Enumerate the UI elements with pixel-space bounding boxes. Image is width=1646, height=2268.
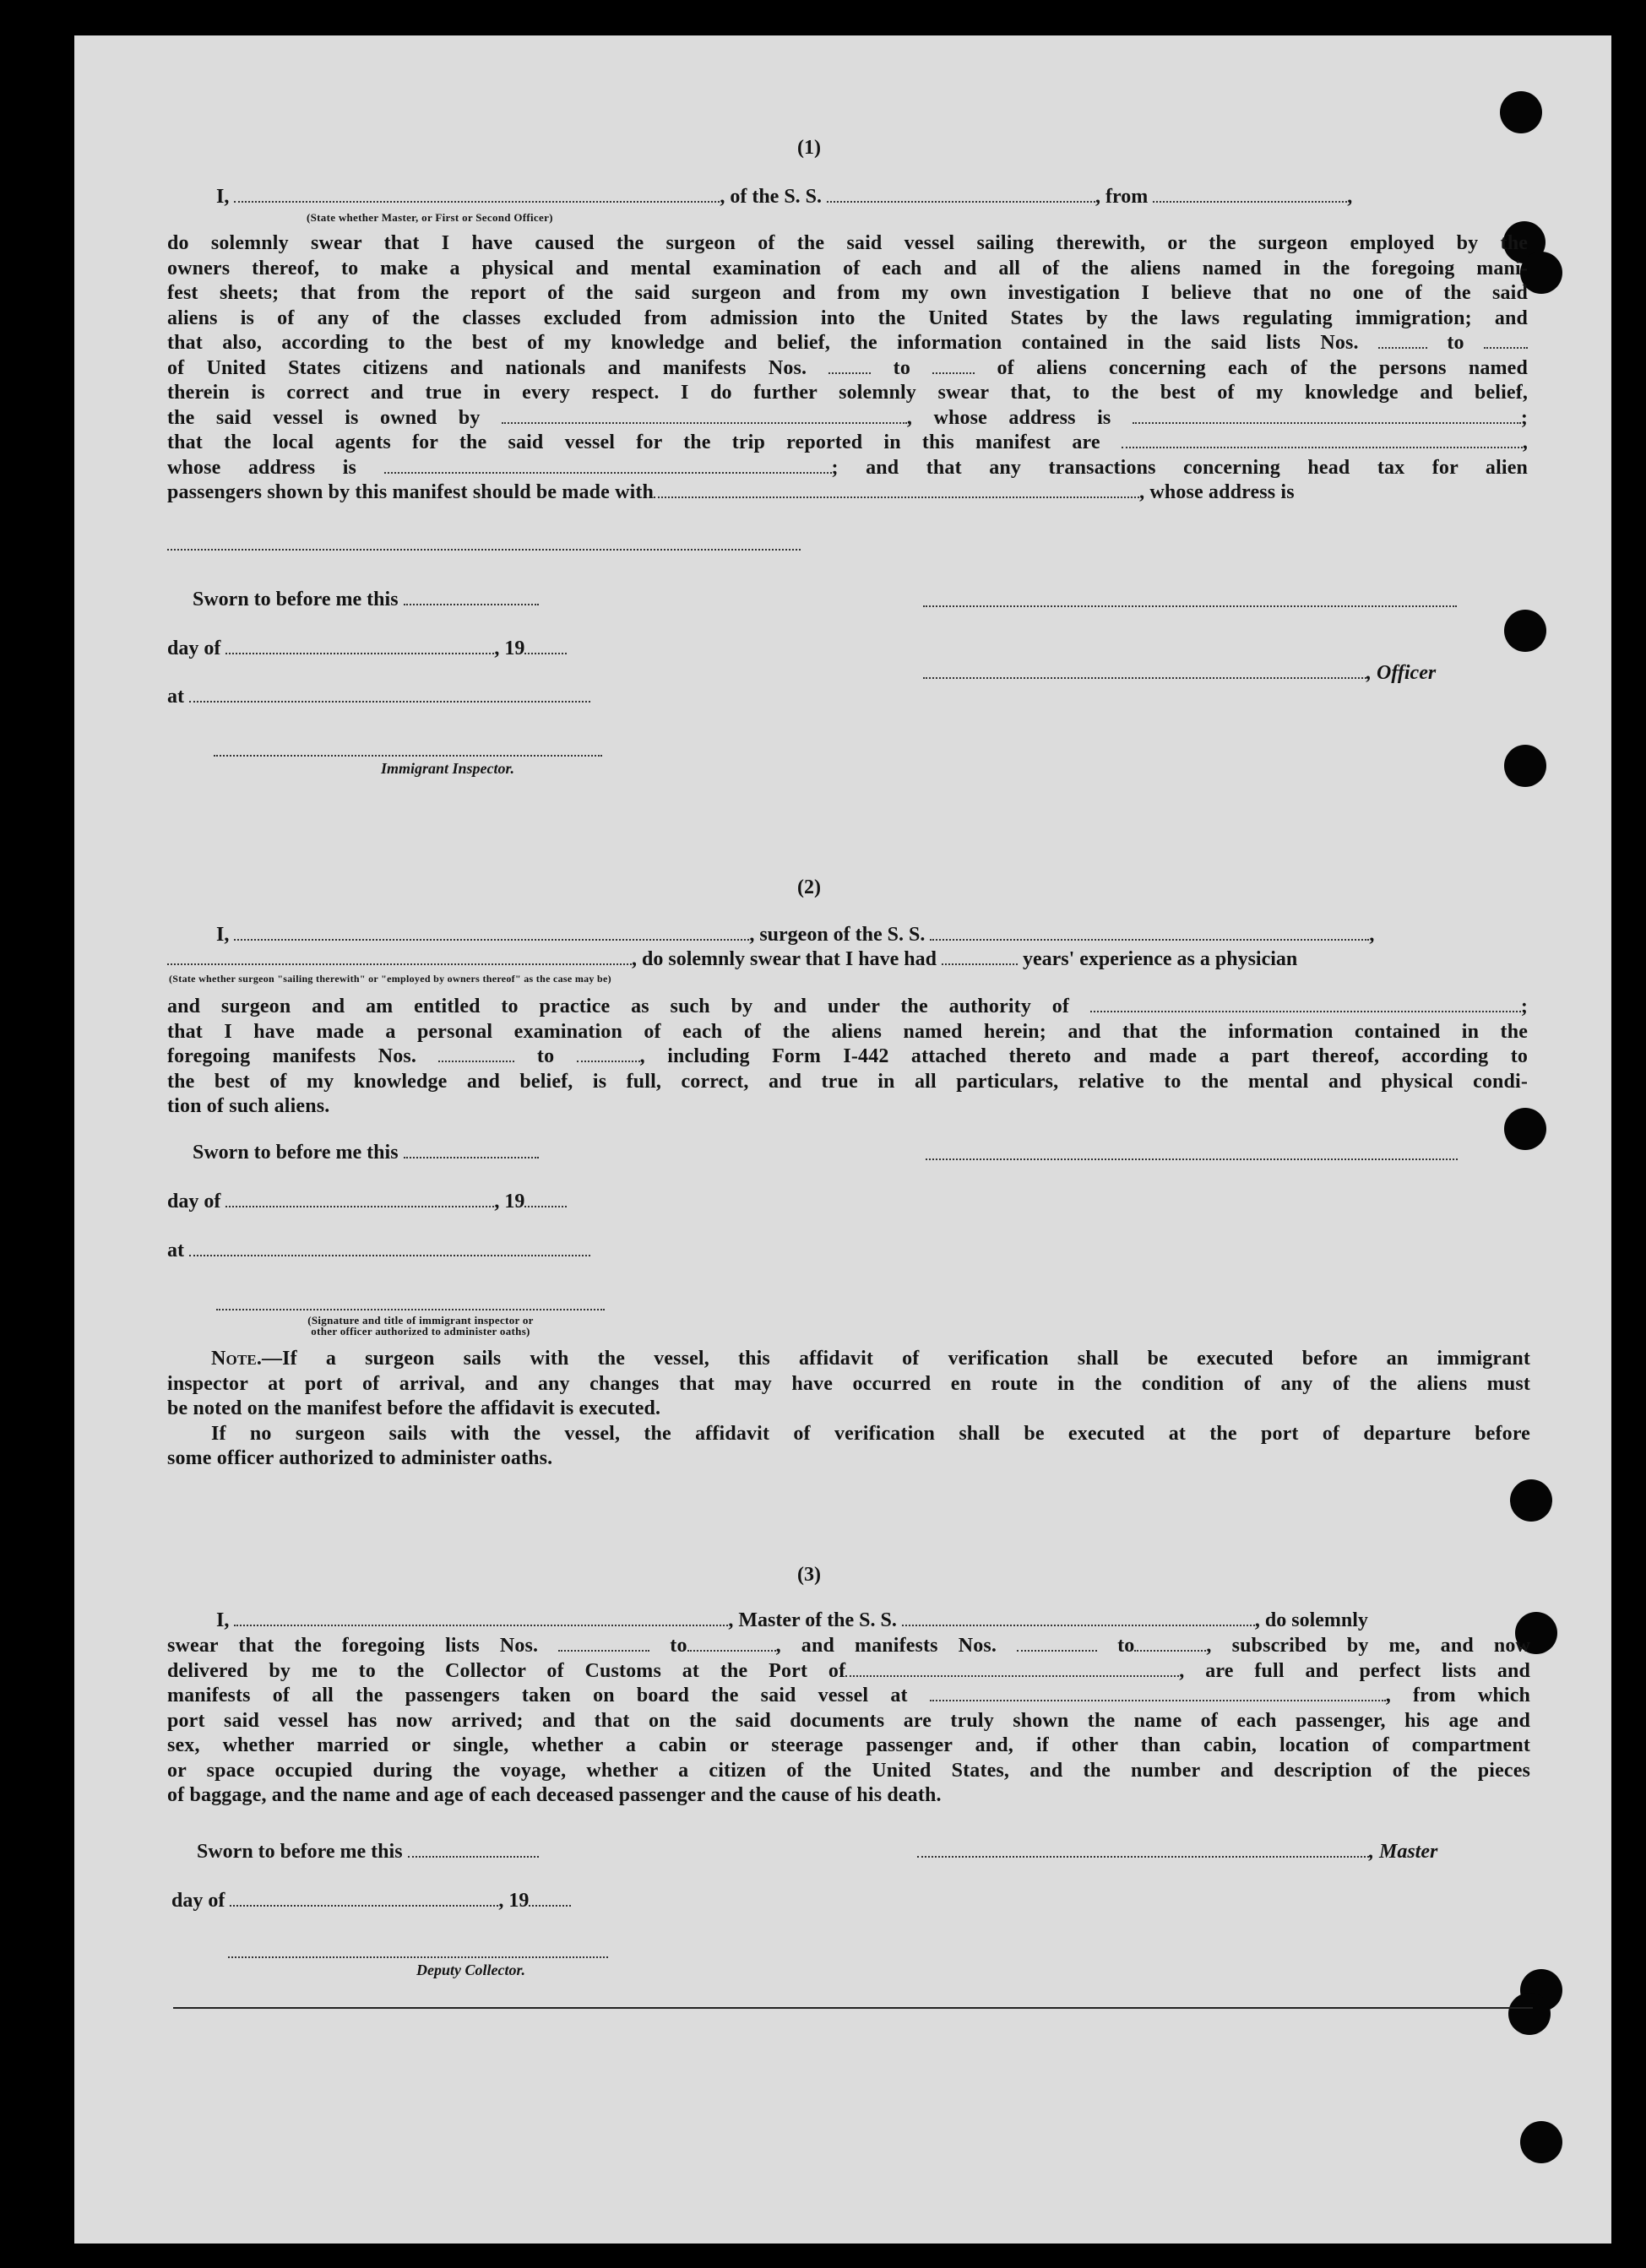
sec2-manifest-from-field[interactable] <box>438 1050 514 1062</box>
section-1-body <box>167 231 1528 506</box>
sec3-list-from-field[interactable] <box>558 1640 649 1652</box>
surgeon-vessel-field[interactable] <box>930 929 1369 941</box>
sec2-day-line: day of , 19 <box>167 1191 567 1213</box>
sec2-body-line: tion of such aliens. <box>167 1095 330 1117</box>
sec1-at-line: at <box>167 686 590 708</box>
sec1-at-place-field[interactable] <box>189 691 590 703</box>
sec3-body-line: sex, whether married or single, whether a cabin or steerage passenger and, if other than cabin, location of compartment <box>167 1734 1530 1756</box>
binder-hole-4 <box>1504 610 1546 652</box>
officer-name-field[interactable] <box>234 191 720 203</box>
sec1-body-line: aliens is of any of the classes excluded from admission into the United States by the laws regulating immigration; and <box>167 307 1528 329</box>
sec1-body-line: of United States citizens and nationals and manifests Nos. to of aliens concerning each of the persons named <box>167 356 1528 379</box>
sec2-signature-caption-1: (Signature and title of immigrant inspector or <box>307 1314 534 1327</box>
sec3-body-line: or space occupied during the voyage, whether a citizen of the United States, and the number and description of the pieces <box>167 1759 1530 1782</box>
sec1-day-line: day of , 19 <box>167 638 567 660</box>
sec1-body-line: owners thereof, to make a physical and mental examination of each and all of the aliens named in the foregoing mani- <box>167 257 1528 279</box>
sec3-master-line: , Master <box>917 1841 1437 1864</box>
form-page <box>74 35 1611 2244</box>
note-line: inspector at port of arrival, and any changes that may have occurred en route in the condition of any of the aliens must <box>167 1372 1530 1395</box>
binder-hole-7 <box>1510 1479 1552 1522</box>
section-2-body <box>167 995 1528 1120</box>
sec3-body-line: port said vessel has now arrived; and that on the said documents are truly shown the name of each passenger, his age and <box>167 1709 1530 1732</box>
alien-manifest-from-field[interactable] <box>828 362 871 374</box>
section-3-heading: (3) <box>797 1564 821 1586</box>
sec2-year-field[interactable] <box>524 1196 567 1207</box>
sec2-body-line: that I have made a personal examination of each of the aliens named herein; and that the information contained in the <box>167 1020 1528 1043</box>
sec3-body-line: swear that the foregoing lists Nos. to , and manifests Nos. to , subscribed by me, and now <box>167 1635 1531 1657</box>
sec1-body-line: therein is correct and true in every respect. I do further solemnly swear that, to the best of my knowledge and belief, <box>167 382 1528 404</box>
sec3-month-field[interactable] <box>230 1895 498 1907</box>
sec2-at-place-field[interactable] <box>189 1245 590 1256</box>
sec3-sworn-line: Sworn to before me this <box>197 1841 539 1864</box>
bottom-rule <box>173 2007 1533 2009</box>
sec1-inspector-signature-field[interactable] <box>214 755 602 757</box>
port-of-embarkation-field[interactable] <box>930 1690 1386 1701</box>
citizen-list-to-field[interactable] <box>1484 337 1528 349</box>
sec3-year-field[interactable] <box>529 1895 571 1907</box>
master-vessel-field[interactable] <box>902 1614 1255 1626</box>
port-of-arrival-field[interactable] <box>845 1665 1179 1677</box>
sec1-officer-signature-line-top[interactable] <box>923 605 1457 607</box>
sec2-status-caption: (State whether surgeon "sailing therewith" or "employed by owners thereof" as the case may be) <box>169 973 611 985</box>
years-experience-field[interactable] <box>942 953 1018 965</box>
from-port-field[interactable] <box>1153 191 1347 203</box>
sec1-i: I, <box>216 186 230 208</box>
sec1-body-line: that the local agents for the said vessel for the trip reported in this manifest are , <box>167 431 1528 453</box>
note-line: some officer authorized to administer oaths. <box>167 1447 553 1469</box>
sec2-manifest-to-field[interactable] <box>577 1050 640 1062</box>
sec1-from-label: , from <box>1095 186 1149 208</box>
sec2-surgeon-signature-field[interactable] <box>926 1158 1458 1160</box>
surgeon-name-field[interactable] <box>234 929 749 941</box>
sec3-manifest-from-field[interactable] <box>1017 1640 1097 1652</box>
sec1-body-line: fest sheets; that from the report of the said surgeon and from my own investigation I believe that no one of the said <box>167 282 1528 304</box>
sec1-month-field[interactable] <box>225 643 494 654</box>
section-1-line-1: I, , of the S. S. , from , <box>216 186 1353 208</box>
sec2-body-line: foregoing manifests Nos. to , including Form I-442 attached thereto and made a part thereof, according to <box>167 1045 1528 1067</box>
local-agents-field[interactable] <box>1122 437 1523 448</box>
deputy-collector-signature-field[interactable] <box>228 1956 608 1958</box>
sec1-body-line: the said vessel is owned by , whose address is ; <box>167 406 1528 429</box>
sec3-list-to-field[interactable] <box>687 1640 776 1652</box>
binder-hole-5 <box>1504 745 1546 787</box>
head-tax-party-field[interactable] <box>654 486 1139 498</box>
sec1-body-line: do solemnly swear that I have caused the surgeon of the said vessel sailing therewith, or the surgeon employed by the <box>167 232 1528 254</box>
owner-field[interactable] <box>502 412 907 424</box>
note-block <box>167 1347 1530 1472</box>
sec3-body-line: delivered by me to the Collector of Customs at the Port of , are full and perfect lists and <box>167 1659 1531 1682</box>
sec3-day-line: day of , 19 <box>171 1890 571 1913</box>
note-line: If no surgeon sails with the vessel, the affidavit of verification shall be executed at the port of departure before <box>211 1422 1530 1445</box>
citizen-list-from-field[interactable] <box>1378 337 1427 349</box>
sec2-at-line: at <box>167 1240 590 1262</box>
section-2-line-1: I, , surgeon of the S. S. , <box>216 924 1375 946</box>
sec1-ss-label: , of the S. S. <box>720 186 823 208</box>
section-2-heading: (2) <box>797 876 821 898</box>
surgeon-status-field[interactable] <box>167 953 632 965</box>
owner-address-field[interactable] <box>1133 412 1521 424</box>
authority-field[interactable] <box>1090 1001 1521 1012</box>
master-signature-field[interactable] <box>917 1846 1369 1858</box>
master-name-field[interactable] <box>234 1614 728 1626</box>
note-line: Note.—If a surgeon sails with the vessel, this affidavit of verification shall be executed before an immigrant <box>211 1348 1530 1370</box>
sec2-body-line: the best of my knowledge and belief, is full, correct, and true in all particulars, relative to the mental and physical condi- <box>167 1070 1528 1093</box>
sec3-body-line: manifests of all the passengers taken on board the said vessel at , from which <box>167 1685 1530 1706</box>
sec1-body-line: passengers shown by this manifest should be made with , whose address is <box>167 481 1295 503</box>
sec3-manifest-to-field[interactable] <box>1134 1640 1206 1652</box>
agents-address-field[interactable] <box>384 462 832 474</box>
sec2-sworn-line: Sworn to before me this <box>193 1142 539 1164</box>
sec2-sworn-date-field[interactable] <box>404 1147 539 1158</box>
immigrant-inspector-caption: Immigrant Inspector. <box>381 760 515 777</box>
binder-hole-10 <box>1508 1993 1551 2035</box>
sec3-body-line: of baggage, and the name and age of each deceased passenger and the cause of his death. <box>167 1784 942 1806</box>
deputy-collector-caption: Deputy Collector. <box>416 1961 525 1978</box>
sec2-body-line: and surgeon and am entitled to practice as such by and under the authority of ; <box>167 996 1529 1017</box>
sec1-year-field[interactable] <box>524 643 567 654</box>
sec2-signature-caption-2: other officer authorized to administer oaths) <box>311 1325 530 1337</box>
binder-hole-11 <box>1520 2121 1562 2163</box>
sec3-sworn-date-field[interactable] <box>408 1846 539 1858</box>
head-tax-address-field[interactable] <box>167 549 801 551</box>
vessel-name-field[interactable] <box>827 191 1095 203</box>
sec1-rank-caption: (State whether Master, or First or Second Officer) <box>307 211 553 224</box>
section-1-heading: (1) <box>797 137 821 159</box>
note-line: be noted on the manifest before the affidavit is executed. <box>167 1397 661 1419</box>
binder-hole-1 <box>1500 91 1542 133</box>
sec1-officer-line: , Officer <box>923 662 1436 685</box>
section-2-line-2: , do solemnly swear that I have had years' experience as a physician <box>167 948 1297 971</box>
sec1-body-line: whose address is ; and that any transactions concerning head tax for alien <box>167 456 1529 479</box>
section-3-line-1: I, , Master of the S. S. , do solemnly <box>216 1609 1368 1631</box>
sec1-sworn-line: Sworn to before me this <box>193 589 539 611</box>
sec1-body-line: that also, according to the best of my knowledge and belief, the information contained in the said lists Nos. to <box>167 331 1528 356</box>
sec2-month-field[interactable] <box>225 1196 494 1207</box>
sec1-officer-signature-field[interactable] <box>923 667 1366 679</box>
sec1-sworn-date-field[interactable] <box>404 594 539 605</box>
sec2-inspector-signature-field[interactable] <box>216 1309 605 1310</box>
alien-manifest-to-field[interactable] <box>932 362 975 374</box>
section-3-body <box>167 1634 1530 1809</box>
